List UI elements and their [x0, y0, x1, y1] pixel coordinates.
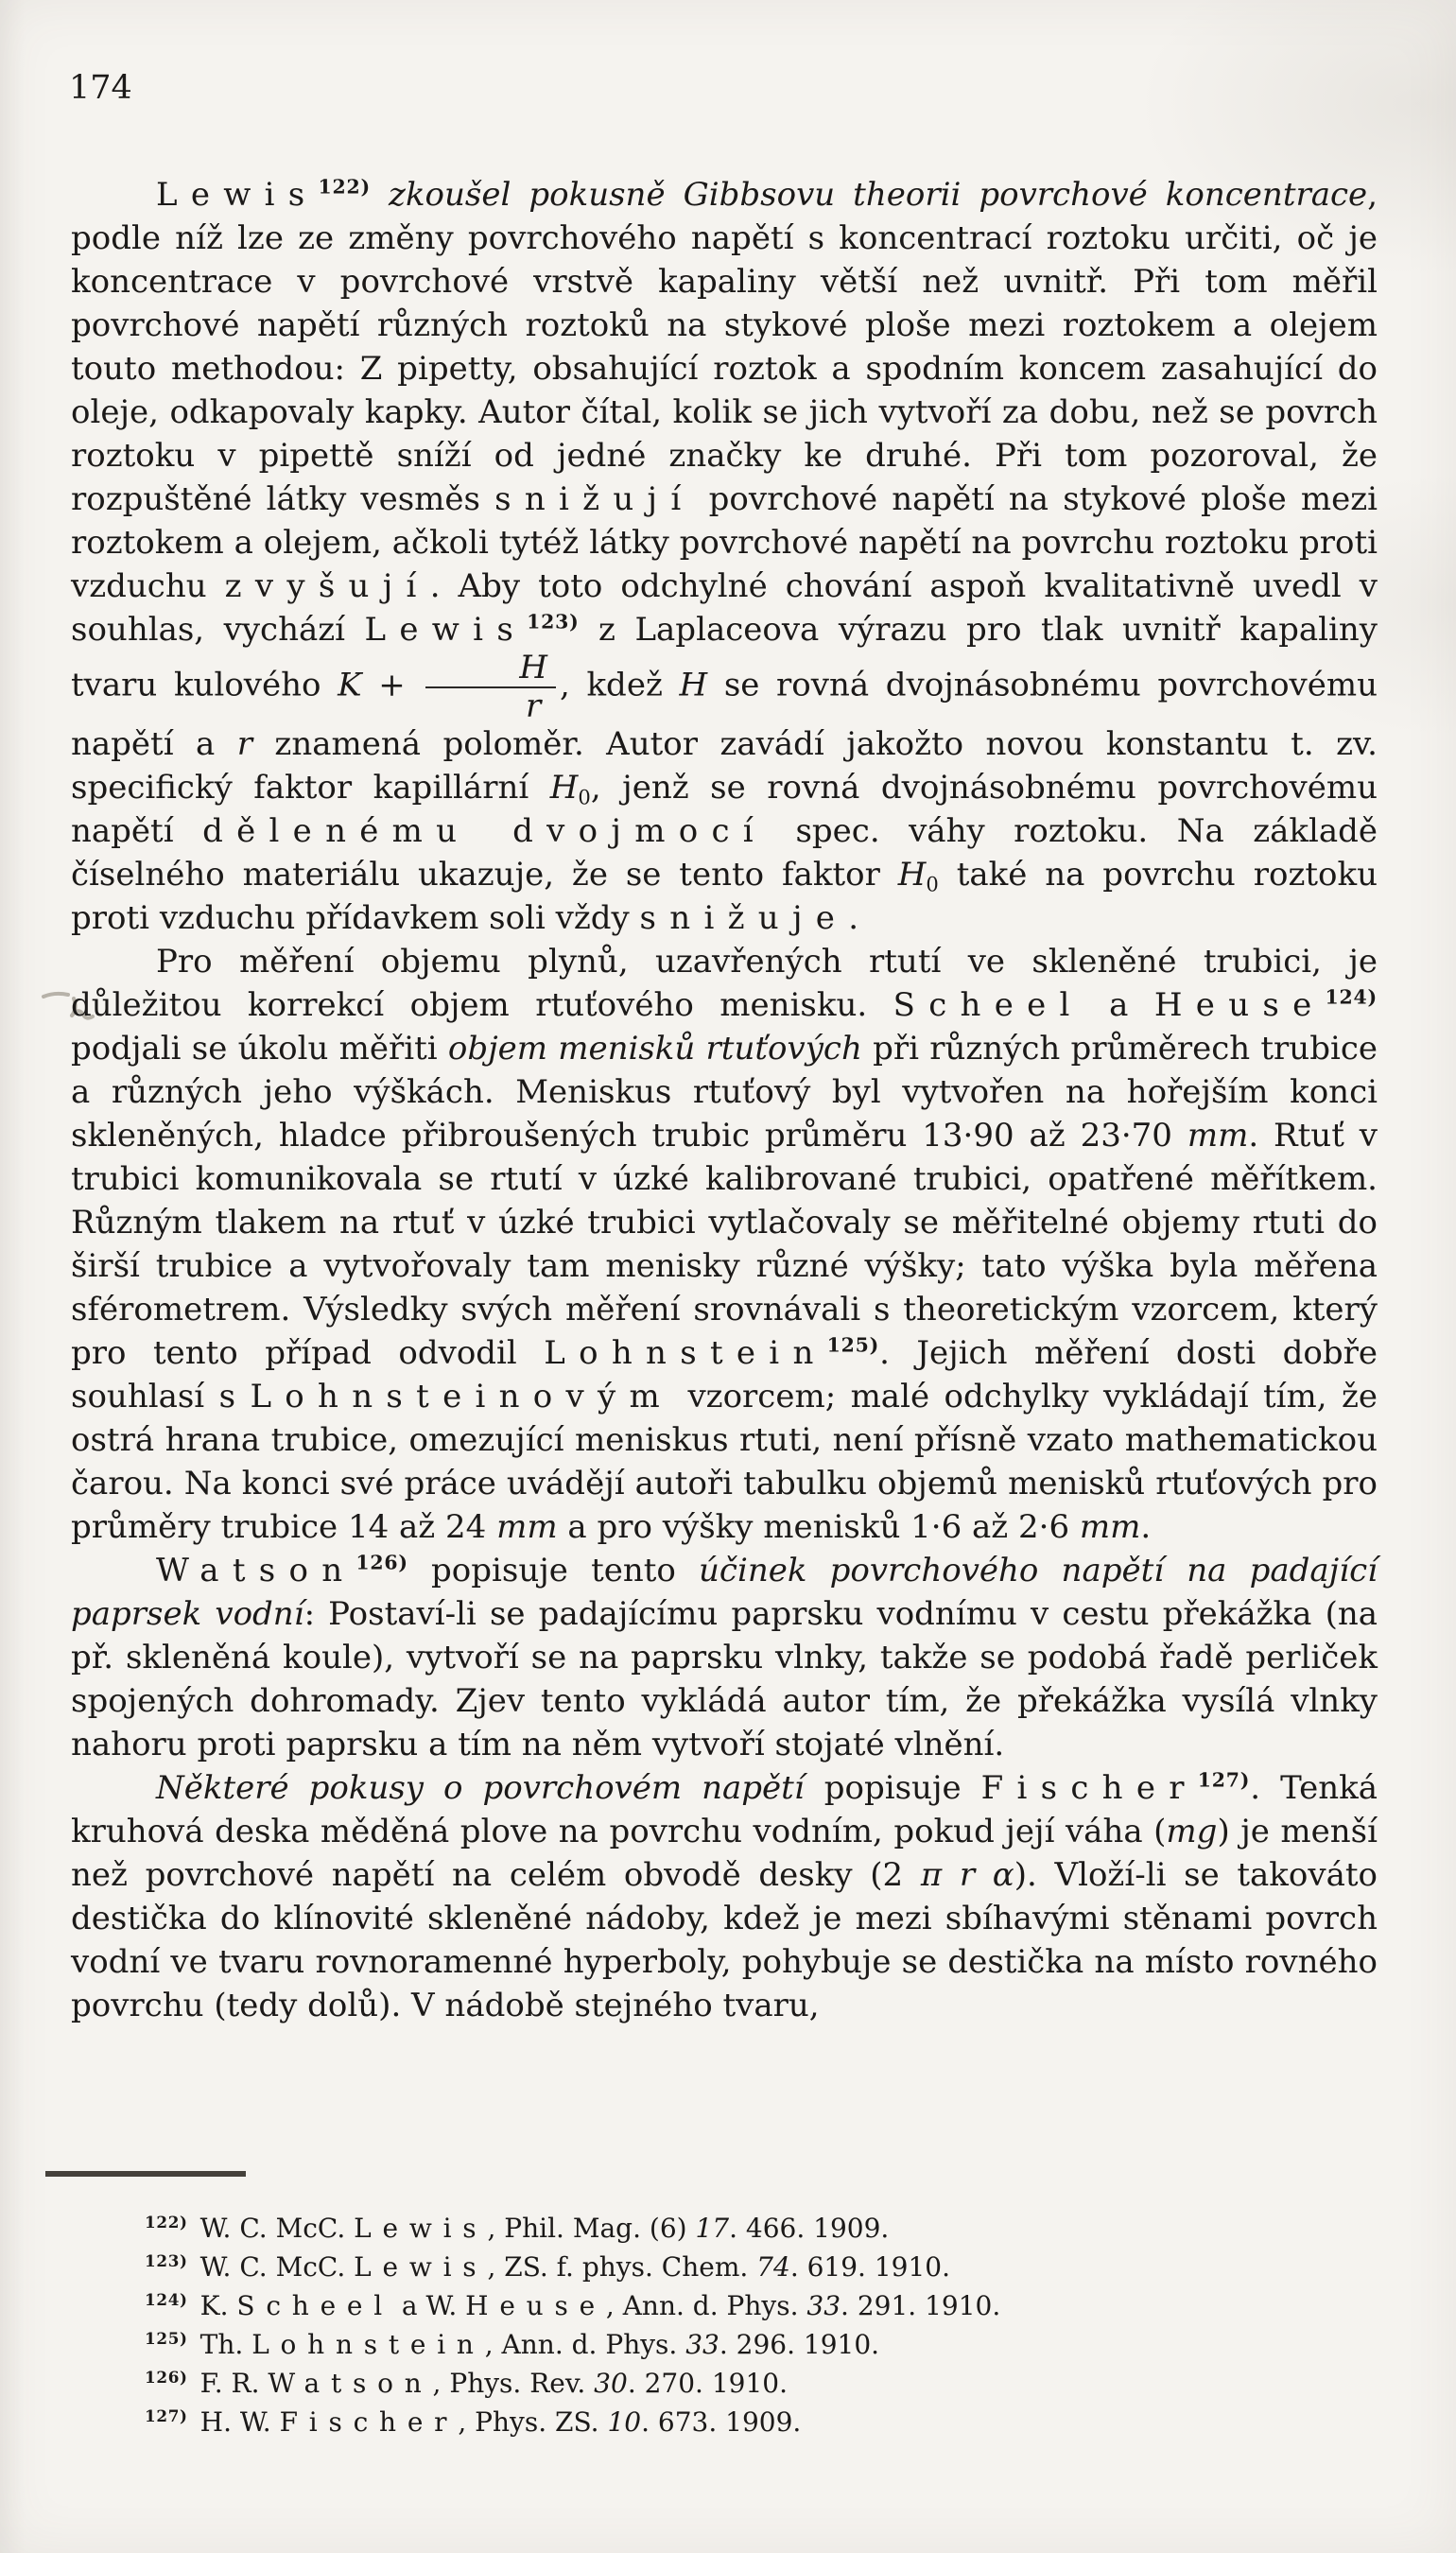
text-run: Fischer [980, 1769, 1198, 1808]
text-run: H. W. [199, 2406, 280, 2438]
text-run: mm [496, 1508, 558, 1547]
page-number: 174 [69, 69, 132, 107]
footnote-marker: 127) [145, 2405, 188, 2425]
text-run: W. C. McC. [199, 2251, 355, 2283]
text-run: Lewis [156, 176, 319, 214]
text-run: , Ann. d. Phys. [484, 2329, 686, 2360]
text-run: , Phil. Mag. (6) [487, 2213, 696, 2244]
footnote-text [200, 2329, 879, 2360]
text-run: F. R. [199, 2368, 269, 2399]
footnote-text [200, 2406, 802, 2438]
text-run: podjali se úkolu měřiti [71, 1030, 448, 1068]
text-run: Fischer [279, 2406, 459, 2438]
paragraph-watson [71, 1549, 1378, 1766]
footnote-rule [45, 2171, 246, 2177]
text-run: , Phys. ZS. [458, 2406, 608, 2438]
text-run: H [679, 666, 708, 704]
text-run: Lohnsteinovým [250, 1378, 674, 1416]
text-run: Lewis [364, 611, 528, 649]
fraction: $\frac{H}{r}$ [422, 651, 560, 722]
subscript: 0 [578, 785, 591, 809]
footnote-ref: 124) [1325, 986, 1378, 1010]
text-run: 30 [594, 2368, 628, 2399]
footnote-127 [71, 2403, 1347, 2441]
text-run: snižují [494, 480, 695, 518]
text-run: r [236, 725, 252, 764]
text-run: mg [1166, 1813, 1218, 1851]
text-run: dělenému dvojmocí [202, 812, 767, 851]
text-run: . 673. 1909. [641, 2406, 802, 2438]
text-run: K. [199, 2290, 237, 2321]
text-run: účinek povrchového napětí na padající paprsek vodní [71, 1552, 1378, 1634]
footnote-125 [71, 2325, 1347, 2364]
text-run: mm [1079, 1508, 1141, 1547]
text-run: Lewis [354, 2213, 488, 2244]
footnote-ref: 126) [355, 1552, 408, 1575]
footnote-text [200, 2368, 788, 2399]
text-run: Pro měření objemu plynů, uzavřených rtutí ve skleněné trubici, je důležitou korrekcí objem rtuťového menisku. [71, 943, 1378, 1025]
text-run: ). Vloží-li se takováto destička do klínovité skleněné nádoby, kdež je mezi sbíhavými stěnami povrch vodní ve tvaru rovnoramenné hyperboly, pohybuje se destička na místo rovného povrchu (tedy dolů). V nádobě stejného tvaru, [71, 1856, 1378, 2025]
footnote-ref: 125) [826, 1334, 880, 1358]
text-run: . Rtuť v trubici komunikovala se rtutí v úzké kalibrované trubici, opatřené měřítkem. Různým tlakem na rtuť v úzké trubici vytlačovaly se měřitelné objemy rtuti do širší trubice a vytvořovaly tam menisky různé výšky; tato výška byla měřena sférometrem. Výsledky svých měření srovnávali s theoretickým vzorcem, který pro tento případ odvodil [71, 1117, 1378, 1373]
footnote-text [200, 2290, 1001, 2321]
text-run: 17 [695, 2213, 730, 2244]
text-run: . 291. 1910. [841, 2290, 1001, 2321]
text-run: . Tenká kruhová deska měděná plove na povrchu vodním, pokud její váha ( [71, 1769, 1378, 1851]
text-run: Heuse [465, 2290, 606, 2321]
text-run: 33 [685, 2329, 719, 2360]
text-run: také na povrchu roztoku proti vzduchu přídavkem soli vždy [71, 856, 1378, 938]
text-run: Scheel [236, 2290, 393, 2321]
text-run: popisuje tento [407, 1552, 700, 1590]
text-run: znamená poloměr. Autor zavádí jakožto novou konstantu t. zv. specifický faktor kapillární [71, 725, 1378, 808]
text-run: , Phys. Rev. [432, 2368, 595, 2399]
text-run: , Ann. d. Phys. [605, 2290, 807, 2321]
footnotes [71, 2209, 1347, 2441]
text-run: 74 [756, 2251, 790, 2283]
footnote-123 [71, 2248, 1347, 2286]
text-run: a [1083, 986, 1154, 1025]
text-run [371, 176, 389, 214]
text-run: W. C. McC. [199, 2213, 355, 2244]
text-run: . 619. 1910. [789, 2251, 951, 2283]
text-run: . 296. 1910. [719, 2329, 880, 2360]
text-run: Heuse [1153, 986, 1326, 1025]
text-run: z Laplaceova výrazu pro tlak uvnitř kapaliny tvaru kulového [71, 611, 1378, 704]
footnote-text [200, 2213, 890, 2244]
footnote-ref: 122) [318, 175, 372, 199]
text-run: Některé pokusy o povrchovém napětí [156, 1769, 805, 1808]
text-run: . [1140, 1508, 1152, 1547]
text-run: . 270. 1910. [627, 2368, 789, 2399]
paragraph-lewis [71, 173, 1378, 940]
text-run: , podle níž lze ze změny povrchového napětí s koncentrací roztoku určiti, oč je koncentrace v povrchové vrstvě kapaliny větší než uvnitř. Při tom měřil povrchové napětí různých roztoků na stykové ploše mezi roztokem a olejem touto methodou: Z pipetty, obsahující roztok a spodním koncem zasahující do oleje, odkapovaly kapky. Autor čítal, kolik se jich vytvoří za dobu, než se povrch roztoku v pipettě sníží od jedné značky ke druhé. Při tom pozoroval, že rozpuštěné látky vesměs [71, 176, 1378, 518]
footnote-marker: 122) [145, 2212, 188, 2232]
text-run: . Jejich měření dosti dobře souhlasí s [71, 1334, 1378, 1416]
text-run: Th. [199, 2329, 252, 2360]
text-run: , jenž se rovná dvojnásobnému povrchovému napětí [71, 769, 1378, 851]
subscript: 0 [926, 872, 939, 896]
text-run: K [338, 666, 362, 704]
text-run: a pro výšky menisků 1·6 až 2·6 [557, 1508, 1080, 1547]
footnote-marker: 123) [145, 2250, 188, 2270]
paragraph-meniscus [71, 940, 1378, 1549]
text-run: 10 [607, 2406, 642, 2438]
text-run: H [897, 856, 927, 894]
text-run: Lohnstein [544, 1334, 827, 1373]
footnote-126 [71, 2364, 1347, 2403]
text-run: ) je menší než povrchové napětí na celém obvodě desky (2 [71, 1813, 1378, 1895]
text-run: zkoušel pokusně Gibbsovu theorii povrchové koncentrace [389, 176, 1368, 214]
body-text [71, 173, 1378, 2027]
text-run: H [549, 769, 579, 808]
footnote-124 [71, 2286, 1347, 2325]
text-run: Lohnstein [251, 2329, 485, 2360]
text-run: . [848, 899, 859, 938]
text-run: π r α [920, 1856, 1014, 1895]
footnote-ref: 123) [527, 610, 580, 634]
footnote-122 [71, 2209, 1347, 2248]
text-run: , ZS. f. phys. Chem. [487, 2251, 757, 2283]
text-run: snižuje [639, 899, 849, 938]
text-run: Watson [268, 2368, 433, 2399]
text-run: a W. [392, 2290, 466, 2321]
text-run: Lewis [354, 2251, 488, 2283]
text-run: objem menisků rtuťových [447, 1030, 862, 1068]
paragraph-fischer [71, 1766, 1378, 2027]
footnote-text [200, 2251, 950, 2283]
text-run: mm [1187, 1117, 1249, 1155]
text-run: Watson [156, 1552, 356, 1590]
footnote-marker: 125) [145, 2328, 188, 2348]
text-run: . 466. 1909. [729, 2213, 890, 2244]
text-run: . Aby toto odchylné chování aspoň kvalitativně uvedl v souhlas, vychází [71, 567, 1378, 649]
footnote-marker: 126) [145, 2367, 188, 2387]
text-run: : Postaví-li se padajícímu paprsku vodnímu v cestu překážka (na př. skleněná koule), vytvoří se na paprsku vlnky, takže se podobá řadě perliček spojených dohromady. Zjev tento vykládá autor tím, že překážka vysílá vlnky nahoru proti paprsku a tím na něm vytvoří stojaté vlnění. [71, 1595, 1378, 1764]
text-run: při různých průměrech trubice a různých jeho výškách. Meniskus rtuťový byl vytvořen na hořejším konci skleněných, hladce přibroušených trubic průměru 13·90 až 23·70 [71, 1030, 1378, 1155]
text-run: popisuje [804, 1769, 981, 1808]
text-run: 33 [806, 2290, 841, 2321]
text-run: vzorcem; malé odchylky vykládají tím, že ostrá hrana trubice, omezující meniskus rtuti, není přísně vzato mathematickou čarou. Na konci své práce uvádějí autoři tabulku objemů menisků rtuťových pro průměry trubice 14 až 24 [71, 1378, 1378, 1547]
text-run: spec. váhy roztoku. Na základě číselného materiálu ukazuje, že se tento faktor [71, 812, 1378, 894]
text-run: zvyšují [224, 567, 430, 605]
text-run: + [361, 666, 423, 704]
footnote-ref: 127) [1197, 1769, 1251, 1793]
text-run: , kdež [560, 666, 680, 704]
text-run: se rovná dvojnásobnému povrchovému napětí a [71, 666, 1378, 764]
footnote-marker: 124) [145, 2289, 188, 2309]
text-run: povrchové napětí na stykové ploše mezi roztokem a olejem, ačkoli tytéž látky povrchové napětí na povrchu roztoku proti vzduchu [71, 480, 1378, 605]
text-run: Scheel [893, 986, 1083, 1025]
